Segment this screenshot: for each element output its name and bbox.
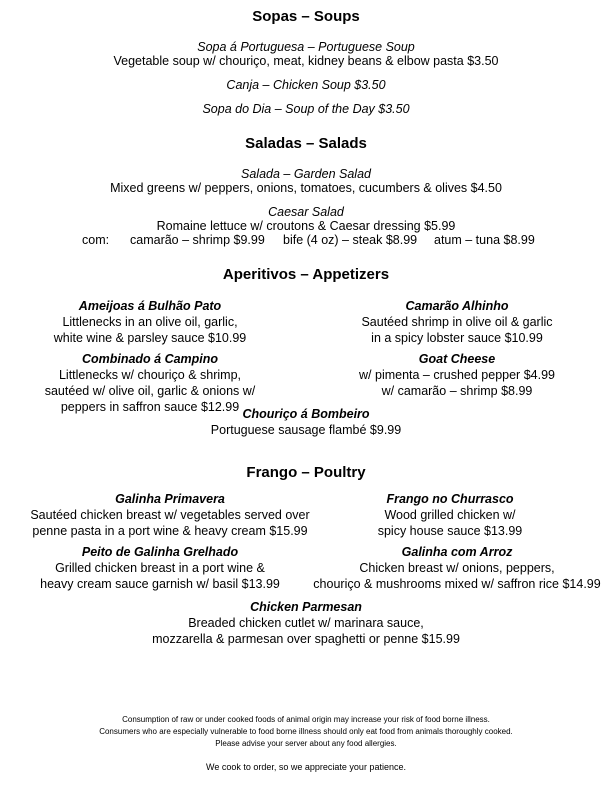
appetizer-chourico	[156, 406, 456, 438]
poultry-desc-line: Breaded chicken cutlet w/ marinara sauce,	[188, 616, 424, 630]
appetizer-desc-line: Portuguese sausage flambé $9.99	[210, 423, 402, 437]
salad-caesar-name: Caesar Salad	[268, 205, 344, 219]
appetizer-camarao-alhinho	[332, 298, 582, 346]
appetizer-desc-line: sautéed w/ olive oil, garlic & onions w/	[44, 384, 256, 398]
poultry-name: Peito de Galinha Grelhado	[81, 545, 239, 559]
appetizer-desc-line: w/ pimenta – crushed pepper $4.99	[359, 368, 555, 382]
salads-title: Saladas – Salads	[245, 135, 367, 152]
poultry-title: Frango – Poultry	[246, 464, 366, 481]
poultry-name: Frango no Churrasco	[386, 492, 514, 506]
poultry-primavera	[20, 491, 320, 539]
poultry-parmesan	[146, 599, 466, 647]
soup-portuguesa-desc: Vegetable soup w/ chouriço, meat, kidney beans & elbow pasta $3.50	[113, 54, 499, 68]
poultry-desc-line: Sautéed chicken breast w/ vegetables served over	[30, 508, 310, 522]
appetizer-desc-line: in a spicy lobster sauce $10.99	[371, 331, 543, 345]
poultry-churrasco	[340, 491, 560, 539]
poultry-desc-line: spicy house sauce $13.99	[377, 524, 523, 538]
appetizer-desc-line: peppers in saffron sauce $12.99	[60, 400, 240, 414]
appetizer-desc-line: w/ camarão – shrimp $8.99	[381, 384, 533, 398]
salad-garden-name: Salada – Garden Salad	[241, 167, 371, 181]
poultry-galinha-arroz	[307, 544, 607, 592]
soup-of-the-day: Sopa do Dia – Soup of the Day $3.50	[202, 102, 410, 116]
poultry-desc-line: Wood grilled chicken w/	[384, 508, 516, 522]
poultry-desc-line: mozzarella & parmesan over spaghetti or penne $15.99	[152, 632, 460, 646]
soup-portuguesa-name: Sopa á Portuguesa – Portuguese Soup	[197, 40, 415, 54]
appetizer-name: Goat Cheese	[418, 352, 496, 366]
salad-com-label: com:	[82, 233, 110, 247]
appetizer-ameijoas	[30, 298, 270, 346]
appetizer-desc-line: Littlenecks in an olive oil, garlic,	[62, 315, 238, 329]
poultry-desc-line: chouriço & mushrooms mixed w/ saffron rice $14.99	[313, 577, 601, 591]
salad-caesar-desc: Romaine lettuce w/ croutons & Caesar dressing $5.99	[156, 219, 456, 233]
salad-com-tuna: atum – tuna $8.99	[434, 233, 535, 247]
poultry-desc-line: penne pasta in a port wine & heavy cream $15.99	[32, 524, 308, 538]
poultry-name: Galinha Primavera	[115, 492, 225, 506]
poultry-desc-line: Chicken breast w/ onions, peppers,	[359, 561, 555, 575]
poultry-desc-line: Grilled chicken breast in a port wine &	[55, 561, 265, 575]
poultry-peito-grelhado	[30, 544, 290, 592]
appetizer-name: Chouriço á Bombeiro	[242, 407, 370, 421]
footer-notice-line: Please advise your server about any food allergies.	[215, 739, 397, 748]
footer-patience: We cook to order, so we appreciate your patience.	[206, 762, 406, 772]
poultry-name: Chicken Parmesan	[250, 600, 362, 614]
salad-garden-desc: Mixed greens w/ peppers, onions, tomatoes, cucumbers & olives $4.50	[110, 181, 502, 195]
poultry-desc-line: heavy cream sauce garnish w/ basil $13.99	[40, 577, 280, 591]
poultry-name: Galinha com Arroz	[401, 545, 513, 559]
salad-com-shrimp: camarão – shrimp $9.99	[130, 233, 265, 247]
appetizer-name: Combinado á Campino	[81, 352, 219, 366]
appetizer-desc-line: white wine & parsley sauce $10.99	[53, 331, 247, 345]
soups-title: Sopas – Soups	[252, 8, 360, 25]
footer-notice-line: Consumers who are especially vulnerable to food borne illness should only eat food from animals thoroughly cooked.	[99, 727, 513, 736]
salad-com-steak: bife (4 oz) – steak $8.99	[283, 233, 418, 247]
appetizer-desc-line: Sautéed shrimp in olive oil & garlic	[361, 315, 553, 329]
appetizers-title: Aperitivos – Appetizers	[222, 266, 390, 283]
appetizer-goat-cheese	[332, 351, 582, 399]
appetizer-name: Ameijoas á Bulhão Pato	[78, 299, 222, 313]
appetizer-name: Camarão Alhinho	[405, 299, 509, 313]
soup-canja: Canja – Chicken Soup $3.50	[226, 78, 386, 92]
footer-notice-line: Consumption of raw or under cooked foods of animal origin may increase your risk of food borne illness.	[122, 715, 490, 724]
appetizer-desc-line: Littlenecks w/ chouriço & shrimp,	[58, 368, 241, 382]
